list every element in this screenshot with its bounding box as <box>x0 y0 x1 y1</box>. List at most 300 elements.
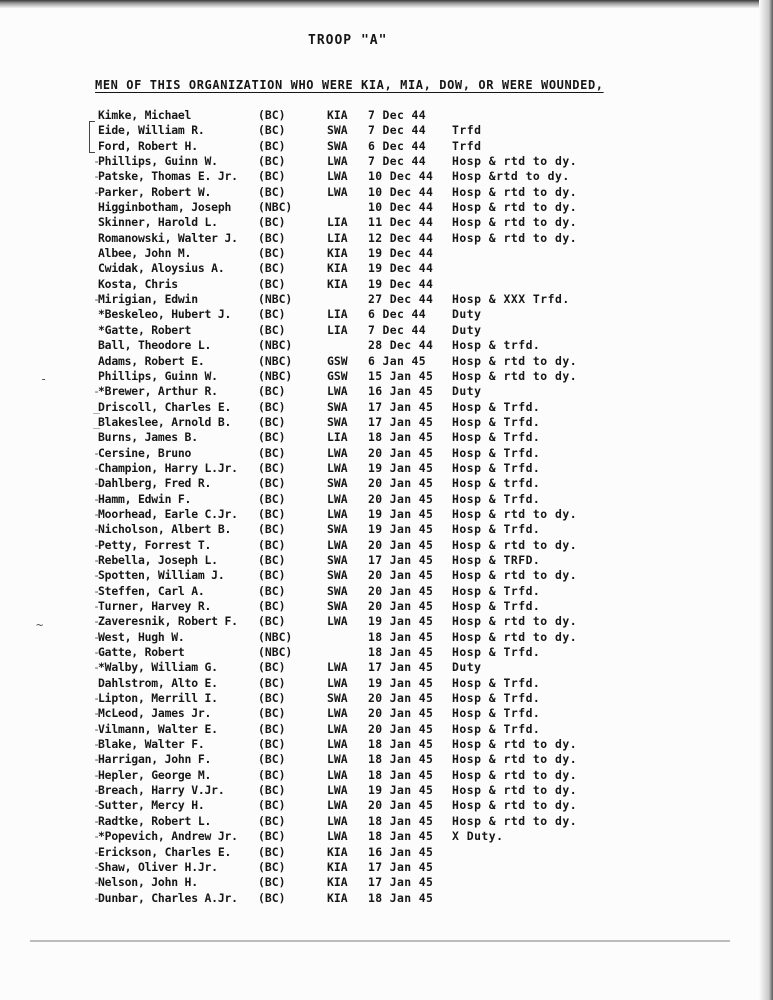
casualty-date: 18 Jan 45 <box>368 737 434 752</box>
row-mark: - <box>93 154 100 169</box>
unit-code: (NBC) <box>258 338 293 353</box>
casualty-status: LWA <box>327 184 348 199</box>
soldier-name: Turner, Harvey R. <box>98 599 212 613</box>
casualty-date: 17 Jan 45 <box>368 875 434 890</box>
unit-code: (BC) <box>258 399 286 414</box>
casualty-date: 18 Jan 45 <box>368 813 434 828</box>
unit-code: (BC) <box>258 491 286 506</box>
casualty-status: GSW <box>327 353 348 368</box>
table-row <box>0 875 760 890</box>
casualty-date: 20 Jan 45 <box>368 445 434 460</box>
row-mark: - <box>93 537 100 552</box>
table-row <box>0 584 760 599</box>
disposition: Hosp & rtd to dy. <box>452 813 578 828</box>
unit-code: (BC) <box>258 261 286 276</box>
casualty-status: SWA <box>327 414 348 429</box>
casualty-status: SWA <box>327 123 348 138</box>
unit-code: (BC) <box>258 384 286 399</box>
row-mark: - <box>93 767 100 782</box>
soldier-name: *Walby, William G. <box>98 660 218 675</box>
row-mark: - <box>93 737 100 752</box>
casualty-date: 20 Jan 45 <box>368 476 434 491</box>
unit-code: (BC) <box>258 813 286 828</box>
row-mark: - <box>93 491 100 506</box>
casualty-date: 19 Dec 44 <box>368 261 434 276</box>
soldier-name: West, Hugh W. <box>98 629 185 644</box>
disposition: Hosp & rtd to dy. <box>452 200 578 215</box>
table-row <box>0 400 760 415</box>
casualty-status: LWA <box>327 614 348 629</box>
row-mark: - <box>93 859 100 874</box>
casualty-date: 15 Jan 45 <box>368 368 434 383</box>
casualty-status: LWA <box>327 537 348 552</box>
row-mark: - <box>93 875 100 890</box>
casualty-status: LWA <box>327 829 348 844</box>
soldier-name: Zaveresnik, Robert F. <box>98 614 238 629</box>
margin-mark: ~ <box>36 618 44 632</box>
unit-code: (BC) <box>258 184 286 199</box>
table-row <box>0 798 760 813</box>
casualty-status: SWA <box>327 399 348 414</box>
soldier-name: McLeod, James Jr. <box>98 706 212 721</box>
table-row <box>0 768 760 783</box>
table-row <box>0 430 760 445</box>
disposition: Duty <box>452 322 482 337</box>
soldier-name: Burns, James B. <box>98 430 198 445</box>
disposition: Hosp & XXX Trfd. <box>452 292 570 307</box>
soldier-name: Harrigan, John F. <box>98 752 212 767</box>
soldier-name: Dahlstrom, Alto E. <box>98 675 218 690</box>
unit-code: (BC) <box>258 169 286 184</box>
unit-code: (BC) <box>258 230 286 245</box>
table-row <box>0 737 760 752</box>
disposition: Hosp & Trfd. <box>452 445 541 460</box>
soldier-name: Cwidak, Aloysius A. <box>98 261 225 276</box>
casualty-date: 27 Dec 44 <box>368 292 434 307</box>
table-row <box>0 307 760 322</box>
soldier-name: Higginbotham, Joseph <box>98 200 232 215</box>
table-row <box>0 415 760 430</box>
casualty-status: KIA <box>327 890 348 905</box>
casualty-status: LIA <box>327 430 348 445</box>
soldier-name: *Beskeleo, Hubert J. <box>98 307 232 322</box>
table-row <box>0 185 760 200</box>
casualty-status: SWA <box>327 522 348 537</box>
row-mark: - <box>93 660 100 675</box>
table-row <box>0 446 760 461</box>
row-mark: - <box>93 583 100 598</box>
table-row <box>0 169 760 184</box>
table-row <box>0 538 760 553</box>
table-row <box>0 676 760 691</box>
unit-code: (BC) <box>258 215 286 230</box>
soldier-name: Dahlberg, Fred R. <box>98 476 212 491</box>
unit-code: (NBC) <box>258 629 293 644</box>
casualty-status: LWA <box>327 445 348 460</box>
casualty-date: 18 Jan 45 <box>368 890 434 905</box>
disposition: Hosp & Trfd. <box>452 583 541 598</box>
soldier-name: Albee, John M. <box>98 246 192 261</box>
disposition: Hosp & rtd to dy. <box>452 230 578 245</box>
unit-code: (BC) <box>258 583 286 598</box>
table-row <box>0 660 760 675</box>
table-row <box>0 476 760 491</box>
casualty-status: LWA <box>327 783 348 798</box>
table-row <box>0 277 760 292</box>
disposition: Hosp & Trfd. <box>452 460 541 475</box>
table-row <box>0 860 760 875</box>
soldier-name: Champion, Harry L.Jr. <box>98 460 238 475</box>
row-mark: - <box>93 522 100 537</box>
table-row <box>0 323 760 338</box>
disposition: Hosp & trfd. <box>452 476 541 491</box>
row-mark: - <box>93 460 100 475</box>
disposition: Duty <box>452 660 482 675</box>
table-row <box>0 553 760 568</box>
table-row <box>0 354 760 369</box>
row-mark: - <box>93 752 100 767</box>
casualty-status: LWA <box>327 660 348 675</box>
soldier-name: Vilmann, Walter E. <box>98 721 218 736</box>
table-row <box>0 599 760 614</box>
table-row <box>0 891 760 906</box>
casualty-date: 7 Dec 44 <box>368 123 427 138</box>
casualty-date: 20 Jan 45 <box>368 798 434 813</box>
margin-mark: - <box>40 372 48 386</box>
casualty-status: SWA <box>327 691 348 706</box>
casualty-date: 7 Dec 44 <box>368 108 427 122</box>
casualty-status: LWA <box>327 154 348 169</box>
unit-code: (BC) <box>258 506 286 521</box>
unit-code: (BC) <box>258 737 286 752</box>
soldier-name: Nelson, John H. <box>98 875 198 890</box>
soldier-name: Eide, William R. <box>98 123 205 138</box>
casualty-date: 19 Jan 45 <box>368 614 434 629</box>
row-mark: - <box>93 844 100 859</box>
disposition: Hosp & Trfd. <box>452 706 541 721</box>
soldier-name: Romanowski, Walter J. <box>98 230 238 245</box>
disposition: Duty <box>452 307 482 322</box>
soldier-name: Driscoll, Charles E. <box>98 399 232 414</box>
casualty-status: SWA <box>327 599 348 613</box>
unit-code: (BC) <box>258 752 286 767</box>
soldier-name: Moorhead, Earle C.Jr. <box>98 506 238 521</box>
disposition: Hosp & Trfd. <box>452 491 541 506</box>
table-row <box>0 154 760 169</box>
casualty-list <box>0 108 760 906</box>
unit-code: (BC) <box>258 675 286 690</box>
unit-code: (BC) <box>258 829 286 844</box>
unit-code: (NBC) <box>258 353 293 368</box>
row-mark: - <box>93 445 100 460</box>
table-row <box>0 492 760 507</box>
unit-code: (BC) <box>258 108 286 122</box>
table-row <box>0 706 760 721</box>
casualty-status: KIA <box>327 246 348 261</box>
unit-code: (BC) <box>258 276 286 291</box>
soldier-name: Dunbar, Charles A.Jr. <box>98 890 238 905</box>
row-mark: - <box>93 169 100 184</box>
row-mark: - <box>93 798 100 813</box>
scan-bottom-edge <box>30 940 730 942</box>
casualty-date: 19 Jan 45 <box>368 675 434 690</box>
table-row <box>0 384 760 399</box>
unit-code: (BC) <box>258 307 286 322</box>
table-row <box>0 123 760 138</box>
table-row <box>0 200 760 215</box>
soldier-name: Steffen, Carl A. <box>98 583 205 598</box>
table-row <box>0 829 760 844</box>
disposition: Hosp & Trfd. <box>452 430 541 445</box>
casualty-status: KIA <box>327 844 348 859</box>
soldier-name: Blakeslee, Arnold B. <box>98 414 232 429</box>
table-row <box>0 522 760 537</box>
casualty-date: 18 Jan 45 <box>368 829 434 844</box>
table-row <box>0 261 760 276</box>
row-mark: - <box>93 813 100 828</box>
disposition: Hosp & rtd to dy. <box>452 614 578 629</box>
casualty-status: LWA <box>327 798 348 813</box>
casualty-date: 20 Jan 45 <box>368 691 434 706</box>
table-row <box>0 461 760 476</box>
table-row <box>0 338 760 353</box>
table-row <box>0 139 760 154</box>
soldier-name: Hamm, Edwin F. <box>98 491 192 506</box>
disposition: Hosp & trfd. <box>452 338 541 353</box>
casualty-status: LIA <box>327 230 348 245</box>
soldier-name: Shaw, Oliver H.Jr. <box>98 859 218 874</box>
disposition: Hosp & Trfd. <box>452 399 541 414</box>
soldier-name: Adams, Robert E. <box>98 353 205 368</box>
casualty-date: 16 Jan 45 <box>368 384 434 399</box>
casualty-status: KIA <box>327 261 348 276</box>
disposition: Hosp & rtd to dy. <box>452 215 578 230</box>
disposition: Hosp & rtd to dy. <box>452 798 578 813</box>
disposition: Hosp & Trfd. <box>452 675 541 690</box>
disposition: Hosp & rtd to dy. <box>452 537 578 552</box>
disposition: Hosp & TRFD. <box>452 552 541 567</box>
unit-code: (BC) <box>258 568 286 583</box>
disposition: Hosp & Trfd. <box>452 645 541 660</box>
casualty-date: 20 Jan 45 <box>368 721 434 736</box>
disposition: Hosp & Trfd. <box>452 414 541 429</box>
disposition: Hosp & rtd to dy. <box>452 737 578 752</box>
unit-code: (NBC) <box>258 292 293 307</box>
table-row <box>0 231 760 246</box>
disposition: Hosp & rtd to dy. <box>452 767 578 782</box>
disposition: Hosp & Trfd. <box>452 721 541 736</box>
casualty-date: 28 Dec 44 <box>368 338 434 353</box>
unit-code: (BC) <box>258 875 286 890</box>
soldier-name: Radtke, Robert L. <box>98 813 212 828</box>
casualty-date: 7 Dec 44 <box>368 322 427 337</box>
unit-code: (BC) <box>258 476 286 491</box>
casualty-status: SWA <box>327 138 348 153</box>
casualty-date: 17 Jan 45 <box>368 552 434 567</box>
casualty-status: GSW <box>327 368 348 383</box>
soldier-name: Sutter, Mercy H. <box>98 798 205 813</box>
casualty-date: 19 Jan 45 <box>368 522 434 537</box>
unit-code: (BC) <box>258 783 286 798</box>
table-row <box>0 845 760 860</box>
table-row <box>0 215 760 230</box>
soldier-name: Kosta, Chris <box>98 276 178 291</box>
unit-code: (BC) <box>258 660 286 675</box>
unit-code: (BC) <box>258 522 286 537</box>
table-row <box>0 645 760 660</box>
soldier-name: *Brewer, Arthur R. <box>98 384 218 399</box>
soldier-name: Blake, Walter F. <box>98 737 205 752</box>
casualty-date: 6 Jan 45 <box>368 353 427 368</box>
casualty-status: LWA <box>327 752 348 767</box>
disposition: Hosp & rtd to dy. <box>452 154 578 169</box>
unit-code: (BC) <box>258 614 286 629</box>
casualty-date: 17 Jan 45 <box>368 399 434 414</box>
casualty-status: LWA <box>327 491 348 506</box>
disposition: X Duty. <box>452 829 504 844</box>
disposition: Hosp & rtd to dy. <box>452 353 578 368</box>
unit-code: (BC) <box>258 430 286 445</box>
casualty-date: 6 Dec 44 <box>368 307 427 322</box>
row-mark: - <box>93 721 100 736</box>
unit-code: (BC) <box>258 460 286 475</box>
disposition: Duty <box>452 384 482 399</box>
unit-code: (BC) <box>258 154 286 169</box>
casualty-date: 18 Jan 45 <box>368 645 434 660</box>
casualty-status: LWA <box>327 767 348 782</box>
disposition: Hosp & rtd to dy. <box>452 783 578 798</box>
list-heading: MEN OF THIS ORGANIZATION WHO WERE KIA, MIA, DOW, OR WERE WOUNDED, <box>95 78 604 92</box>
row-mark: - <box>93 829 100 844</box>
disposition: Hosp & rtd to dy. <box>452 752 578 767</box>
casualty-date: 18 Jan 45 <box>368 430 434 445</box>
scan-right-edge <box>759 0 773 1000</box>
casualty-date: 20 Jan 45 <box>368 599 434 613</box>
table-row <box>0 369 760 384</box>
casualty-status: KIA <box>327 875 348 890</box>
table-row <box>0 614 760 629</box>
casualty-date: 19 Jan 45 <box>368 460 434 475</box>
disposition: Hosp & rtd to dy. <box>452 629 578 644</box>
soldier-name: Parker, Robert W. <box>98 184 212 199</box>
casualty-date: 18 Jan 45 <box>368 767 434 782</box>
unit-code: (BC) <box>258 537 286 552</box>
unit-code: (BC) <box>258 691 286 706</box>
soldier-name: Ball, Theodore L. <box>98 338 212 353</box>
soldier-name: Hepler, George M. <box>98 767 212 782</box>
casualty-date: 18 Jan 45 <box>368 752 434 767</box>
casualty-status: KIA <box>327 276 348 291</box>
row-mark: - <box>93 599 100 613</box>
unit-code: (NBC) <box>258 368 293 383</box>
casualty-status: SWA <box>327 552 348 567</box>
disposition: Trfd <box>452 138 482 153</box>
row-mark: - <box>93 706 100 721</box>
soldier-name: Rebella, Joseph L. <box>98 552 218 567</box>
casualty-status: KIA <box>327 859 348 874</box>
soldier-name: *Gatte, Robert <box>98 322 192 337</box>
table-row <box>0 783 760 798</box>
row-mark: - <box>93 614 100 629</box>
table-row <box>0 568 760 583</box>
soldier-name: Ford, Robert H. <box>98 138 198 153</box>
casualty-date: 11 Dec 44 <box>368 215 434 230</box>
row-mark: - <box>93 476 100 491</box>
disposition: Hosp & Trfd. <box>452 522 541 537</box>
row-mark: - <box>93 506 100 521</box>
row-mark: - <box>93 384 100 399</box>
casualty-date: 7 Dec 44 <box>368 154 427 169</box>
casualty-date: 19 Jan 45 <box>368 506 434 521</box>
table-row <box>0 814 760 829</box>
row-mark: - <box>93 691 100 706</box>
unit-code: (BC) <box>258 721 286 736</box>
casualty-date: 19 Dec 44 <box>368 276 434 291</box>
soldier-name: Kimke, Michael <box>98 108 192 122</box>
table-row <box>0 752 760 767</box>
unit-code: (BC) <box>258 123 286 138</box>
soldier-name: Spotten, William J. <box>98 568 225 583</box>
soldier-name: Skinner, Harold L. <box>98 215 218 230</box>
unit-code: (BC) <box>258 552 286 567</box>
disposition: Hosp & rtd to dy. <box>452 568 578 583</box>
casualty-status: LWA <box>327 384 348 399</box>
row-mark: - <box>93 890 100 905</box>
casualty-date: 20 Jan 45 <box>368 706 434 721</box>
casualty-date: 10 Dec 44 <box>368 200 434 215</box>
casualty-status: LWA <box>327 506 348 521</box>
soldier-name: Mirigian, Edwin <box>98 292 198 307</box>
disposition: Trfd <box>452 123 482 138</box>
casualty-status: LWA <box>327 721 348 736</box>
casualty-status: LWA <box>327 813 348 828</box>
soldier-name: Phillips, Guinn W. <box>98 368 218 383</box>
table-row <box>0 722 760 737</box>
casualty-date: 17 Jan 45 <box>368 414 434 429</box>
casualty-date: 19 Jan 45 <box>368 783 434 798</box>
table-row <box>0 507 760 522</box>
casualty-date: 17 Jan 45 <box>368 859 434 874</box>
unit-code: (BC) <box>258 445 286 460</box>
casualty-status: LWA <box>327 460 348 475</box>
casualty-date: 19 Dec 44 <box>368 246 434 261</box>
disposition: Hosp & Trfd. <box>452 691 541 706</box>
casualty-status: LIA <box>327 322 348 337</box>
row-mark: - <box>93 783 100 798</box>
soldier-name: Phillips, Guinn W. <box>98 154 218 169</box>
disposition: Hosp & rtd to dy. <box>452 368 578 383</box>
casualty-date: 18 Jan 45 <box>368 629 434 644</box>
row-mark: - <box>93 629 100 644</box>
scan-top-edge <box>0 0 773 8</box>
casualty-status: LIA <box>327 307 348 322</box>
table-row <box>0 246 760 261</box>
soldier-name: Petty, Forrest T. <box>98 537 212 552</box>
casualty-status: LWA <box>327 737 348 752</box>
casualty-date: 16 Jan 45 <box>368 844 434 859</box>
unit-code: (BC) <box>258 322 286 337</box>
table-row <box>0 630 760 645</box>
disposition: Hosp & rtd to dy. <box>452 184 578 199</box>
casualty-date: 20 Jan 45 <box>368 583 434 598</box>
unit-code: (BC) <box>258 706 286 721</box>
soldier-name: Nicholson, Albert B. <box>98 522 232 537</box>
unit-code: (BC) <box>258 859 286 874</box>
soldier-name: Erickson, Charles E. <box>98 844 232 859</box>
row-mark: _ <box>93 414 100 429</box>
disposition: Hosp & rtd to dy. <box>452 506 578 521</box>
soldier-name: Patske, Thomas E. Jr. <box>98 169 238 184</box>
